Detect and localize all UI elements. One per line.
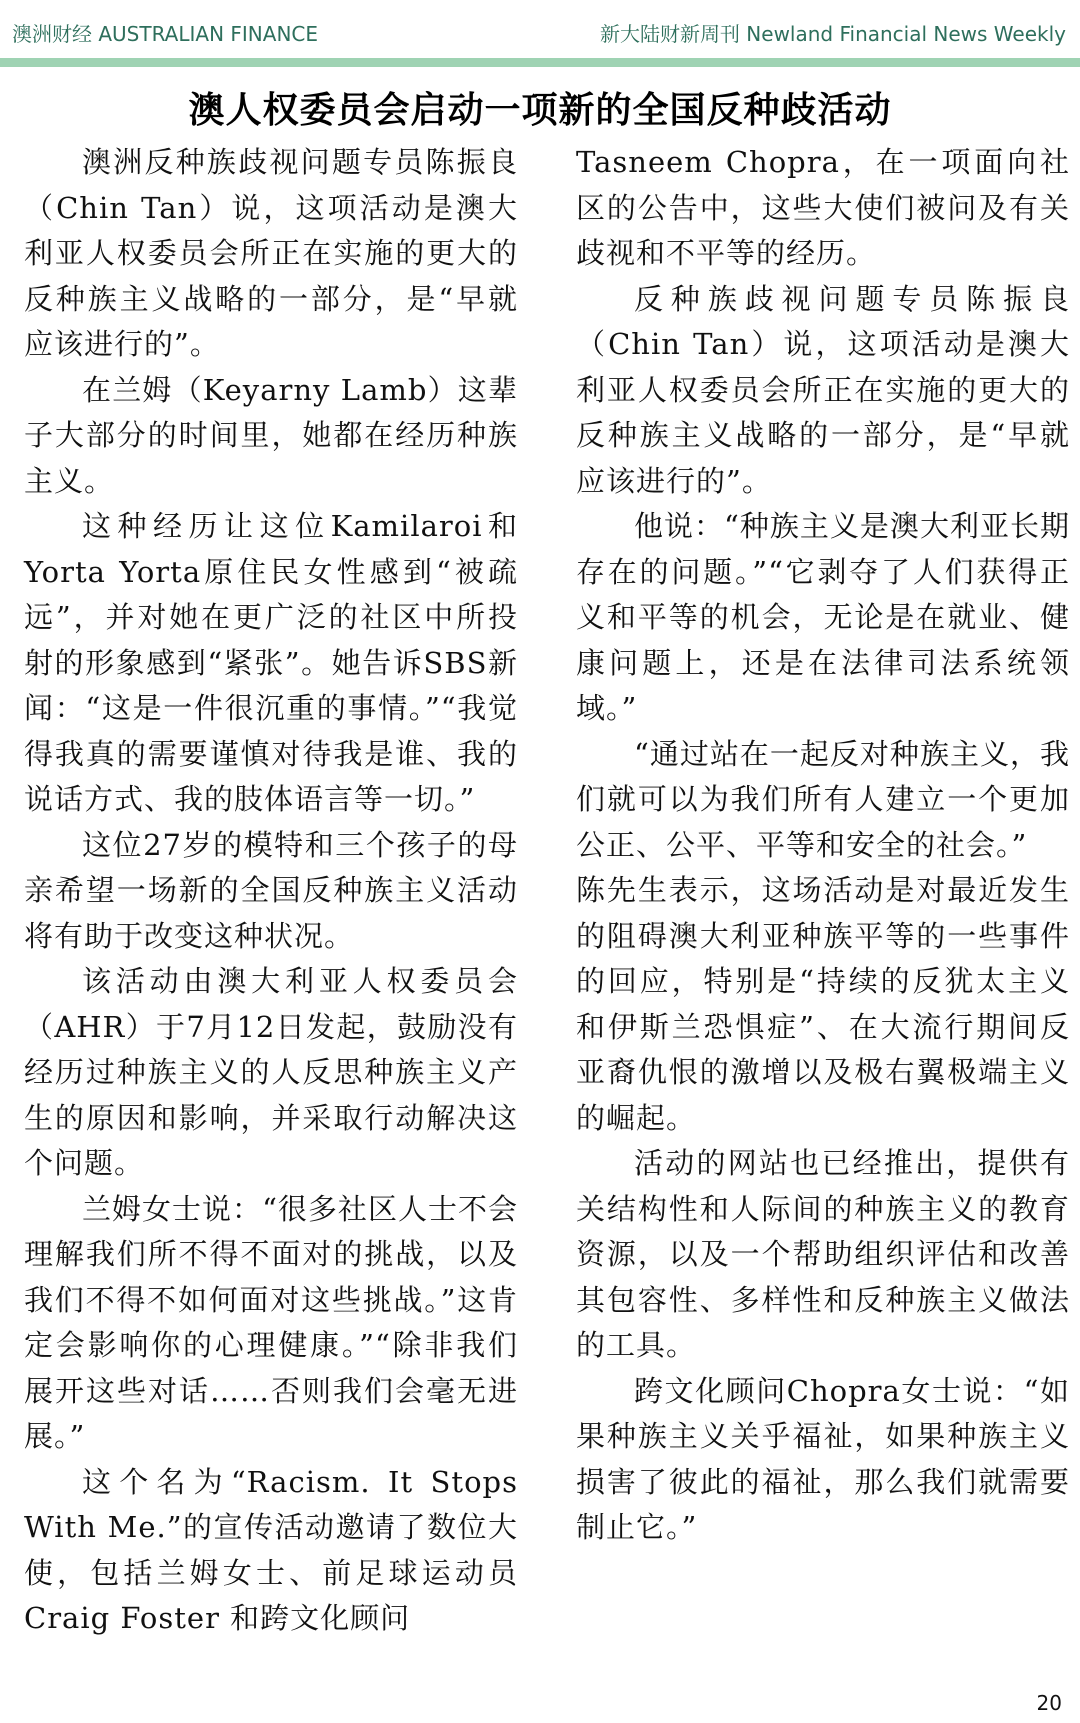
article-paragraph: 陈先生表示，这场活动是对最近发生的阻碍澳大利亚种族平等的一些事件的回应，特别是“持续的反犹太主义和伊斯兰恐惧症”、在大流行期间反亚裔仇恨的激增以及极右翼极端主义的崛起。 [576, 873, 1070, 1135]
article-paragraph: 反种族歧视问题专员陈振良（Chin Tan）说，这项活动是澳大利亚人权委员会所正在实施的更大的反种族主义战略的一部分，是“早就应该进行的”。 [576, 281, 1070, 498]
article-paragraph: 兰姆女士说：“很多社区人士不会理解我们所不得不面对的挑战，以及我们不得不如何面对这些挑战。”这肯定会影响你的心理健康。”“除非我们展开这些对话……否则我们会毫无进展。” [24, 1191, 518, 1453]
header-publication-right: 新大陆财新周刊 Newland Financial News Weekly [599, 22, 1066, 46]
article-paragraph: 活动的网站也已经推出，提供有关结构性和人际间的种族主义的教育资源，以及一个帮助组织评估和改善其包容性、多样性和反种族主义做法的工具。 [576, 1146, 1070, 1362]
article-paragraph: 在兰姆（Keyarny Lamb）这辈子大部分的时间里，她都在经历种族主义。 [24, 372, 518, 498]
header-publication-left: 澳洲财经 AUSTRALIAN FINANCE [12, 22, 319, 46]
article-column-left [24, 140, 518, 1642]
article-title: 澳人权委员会启动一项新的全国反种歧活动 [188, 89, 892, 131]
article-paragraph: 这个名为“Racism. It Stops With Me.”的宣传活动邀请了数位大使，包括兰姆女士、前足球运动员 Craig Foster 和跨文化顾问 [24, 1464, 518, 1635]
article-paragraph: 这种经历让这位Kamilaroi和Yorta Yorta原住民女性感到“被疏远”，并对她在更广泛的社区中所投射的形象感到“紧张”。她告诉SBS新闻：“这是一件很沉重的事情。”“我觉得我真的需要谨慎对待我是谁、我的说话方式、我的肢体语言等一切。” [24, 509, 518, 816]
article-paragraph: 他说：“种族主义是澳大利亚长期存在的问题。”“它剥夺了人们获得正义和平等的机会，无论是在就业、健康问题上，还是在法律司法系统领域。” [576, 509, 1070, 725]
header-divider-bar [0, 58, 1080, 67]
article-paragraph: “通过站在一起反对种族主义，我们就可以为我们所有人建立一个更加公正、公平、平等和安全的社会。” [576, 736, 1070, 862]
page-header [0, 0, 1080, 58]
article-paragraph: 澳洲反种族歧视问题专员陈振良（Chin Tan）说，这项活动是澳大利亚人权委员会所正在实施的更大的反种族主义战略的一部分，是“早就应该进行的”。 [24, 145, 518, 361]
page-number: 20 [1036, 1691, 1062, 1715]
article-column-right [576, 140, 1070, 1551]
article-paragraph: 跨文化顾问Chopra女士说：“如果种族主义关乎福祉，如果种族主义损害了彼此的福祉，那么我们就需要制止它。” [576, 1373, 1070, 1544]
article-paragraph: Tasneem Chopra，在一项面向社区的公告中，这些大使们被问及有关歧视和不平等的经历。 [576, 145, 1070, 270]
article-paragraph: 这位27岁的模特和三个孩子的母亲希望一场新的全国反种族主义活动将有助于改变这种状况。 [24, 827, 518, 953]
article-paragraph: 该活动由澳大利亚人权委员会（AHR）于7月12日发起，鼓励没有经历过种族主义的人反思种族主义产生的原因和影响，并采取行动解决这个问题。 [24, 964, 518, 1180]
